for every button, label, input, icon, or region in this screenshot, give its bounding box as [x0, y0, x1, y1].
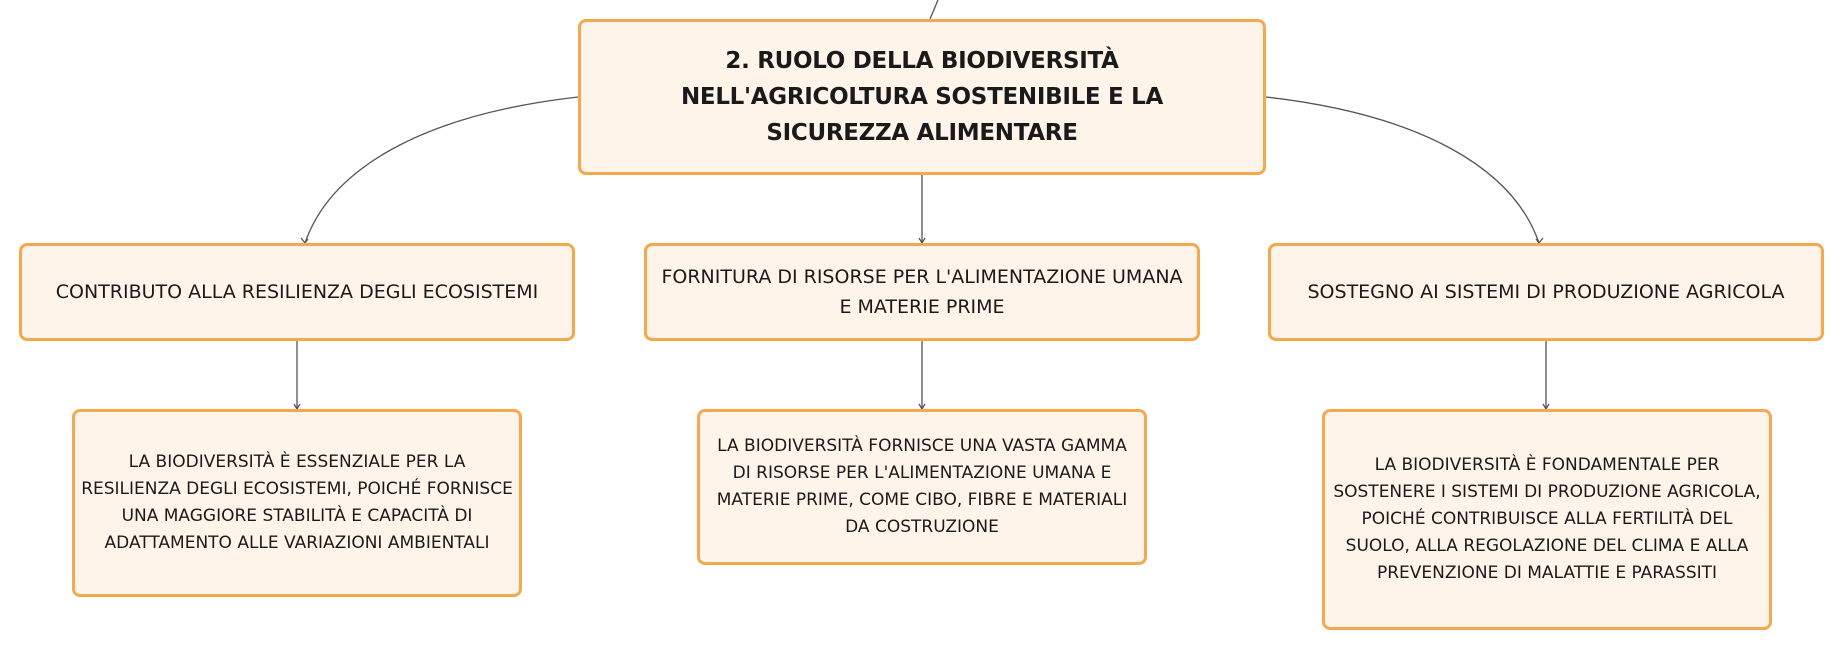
- subtopic-node-agricultural-production[interactable]: [1268, 243, 1824, 341]
- subtopic-node-ecosystem-resilience[interactable]: [19, 243, 575, 341]
- subtopic-label: CONTRIBUTO ALLA RESILIENZA DEGLI ECOSISTEMI: [55, 281, 539, 303]
- detail-text: LA BIODIVERSITÀ È ESSENZIALE PER LA RESILIENZA DEGLI ECOSISTEMI, POICHÉ FORNISCE UNA MAGGIORE STABILITÀ E CAPACITÀ DI ADATTAMENTO ALLE VARIAZIONI AMBIENTALI: [81, 452, 513, 553]
- connector-root-to-branch-3: [1266, 97, 1539, 243]
- detail-node-ecosystem-resilience[interactable]: [72, 409, 522, 597]
- incoming-connector: [930, 0, 938, 19]
- detail-text: LA BIODIVERSITÀ FORNISCE UNA VASTA GAMMA DI RISORSE PER L'ALIMENTAZIONE UMANA E MATERIE PRIME, COME CIBO, FIBRE E MATERIALI DA COSTRUZIONE: [716, 436, 1128, 537]
- connector-root-to-branch-1: [305, 97, 578, 243]
- root-topic-title: 2. RUOLO DELLA BIODIVERSITÀ NELL'AGRICOLTURA SOSTENIBILE E LA SICUREZZA ALIMENTARE: [680, 48, 1164, 146]
- detail-text: LA BIODIVERSITÀ È FONDAMENTALE PER SOSTENERE I SISTEMI DI PRODUZIONE AGRICOLA, POICHÉ CONTRIBUISCE ALLA FERTILITÀ DEL SUOLO, ALLA REGOLAZIONE DEL CLIMA E ALLA PREVENZIONE DI MALATTIE E PARASSITI: [1333, 455, 1761, 583]
- detail-node-agricultural-production[interactable]: [1322, 409, 1772, 630]
- root-topic-node[interactable]: [578, 19, 1266, 175]
- subtopic-label: SOSTEGNO AI SISTEMI DI PRODUZIONE AGRICOLA: [1307, 281, 1785, 303]
- subtopic-label: FORNITURA DI RISORSE PER L'ALIMENTAZIONE UMANA E MATERIE PRIME: [661, 266, 1183, 318]
- subtopic-node-resource-supply[interactable]: [644, 243, 1200, 341]
- detail-node-resource-supply[interactable]: [697, 409, 1147, 565]
